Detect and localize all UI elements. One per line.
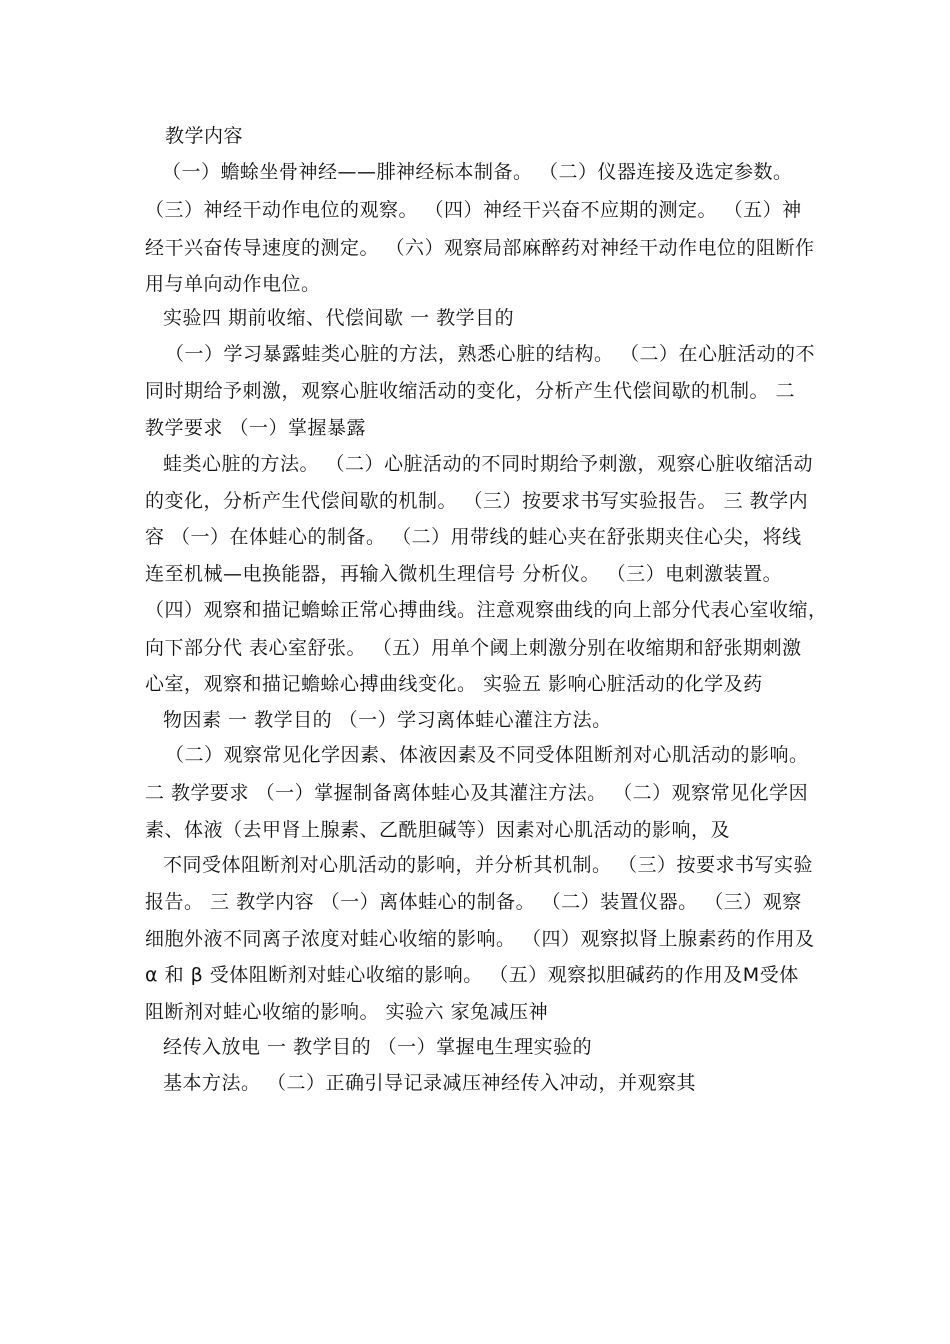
text-line: 二 教学要求 （一）掌握制备离体蛙心及其灌注方法。 （二）观察常见化学因 [145,782,809,804]
text-line: 同时期给予刺激，观察心脏收缩活动的变化，分析产生代偿间歇的机制。 二 [145,380,796,402]
text-line: 实验四 期前收缩、代偿间歇 一 教学目的 [163,307,515,329]
text-line: 经传入放电 一 教学目的 （一）掌握电生理实验的 [163,1036,593,1058]
text-line: （四）观察和描记蟾蜍正常心搏曲线。注意观察曲线的向上部分代表心室收缩， [145,599,828,621]
text-line: 素、体液（去甲肾上腺素、乙酰胆碱等）因素对心肌活动的影响，及 [145,819,731,841]
text-line: 阻断剂对蛙心收缩的影响。 实验六 家兔减压神 [145,1001,549,1023]
text-line: 的变化，分析产生代偿间歇的机制。 （三）按要求书写实验报告。 三 教学内 [145,490,809,512]
text-line: （二）观察常见化学因素、体液因素及不同受体阻断剂对心肌活动的影响。 [165,744,809,766]
text-line: 报告。 三 教学内容 （一）离体蛙心的制备。 （二）装置仪器。 （三）观察 [145,891,802,913]
text-line: 容 （一）在体蛙心的制备。 （二）用带线的蛙心夹在舒张期夹住心尖，将线 [145,526,802,548]
text-line: 不同受体阻断剂对心肌活动的影响，并分析其机制。 （三）按要求书写实验 [163,854,814,876]
text-line: 向下部分代 表心室舒张。 （五）用单个阈上刺激分别在收缩期和舒张期刺激 [145,637,802,659]
text-line: （一）学习暴露蛙类心脏的方法，熟悉心脏的结构。 （二）在心脏活动的不 [165,343,816,365]
text-line: 心室，观察和描记蟾蜍心搏曲线变化。 实验五 影响心脏活动的化学及药 [145,673,763,695]
text-line: 用与单向动作电位。 [145,273,321,295]
text-line: α 和 β 受体阻断剂对蛙心收缩的影响。 （五）观察拟胆碱药的作用及M受体 [145,964,799,986]
text-line: 教学要求 （一）掌握暴露 [145,417,367,439]
text-line: 细胞外液不同离子浓度对蛙心收缩的影响。 （四）观察拟肾上腺素药的作用及 [145,928,815,950]
text-line: （三）神经干动作电位的观察。 （四）神经干兴奋不应期的测定。 （五）神 [145,199,802,221]
text-line: 蛙类心脏的方法。 （二）心脏活动的不同时期给予刺激，观察心脏收缩活动 [163,453,814,475]
text-line: 基本方法。 （二）正确引导记录减压神经传入冲动，并观察其 [163,1072,697,1094]
text-line: 经干兴奋传导速度的测定。 （六）观察局部麻醉药对神经干动作电位的阻断作 [145,237,815,259]
text-line: 连至机械—电换能器，再输入微机生理信号 分析仪。 （三）电刺激装置。 [145,563,783,585]
text-line: 教学内容 [165,125,244,147]
text-line: 物因素 一 教学目的 （一）学习离体蛙心灌注方法。 [163,709,612,731]
text-line: （一）蟾蜍坐骨神经——腓神经标本制备。 （二）仪器连接及选定参数。 [162,161,793,183]
